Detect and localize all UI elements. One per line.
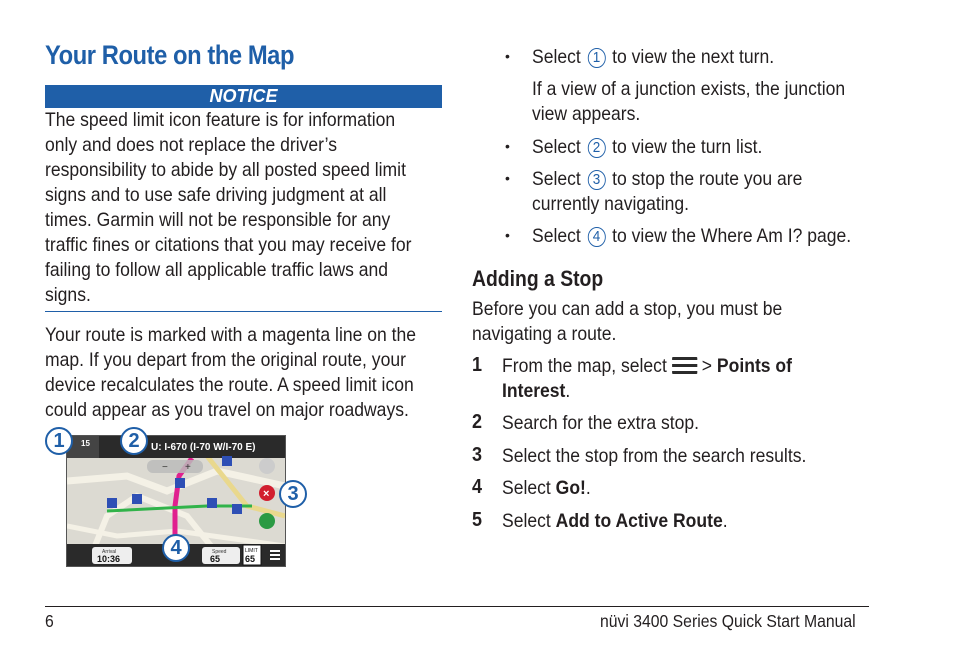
step-text-part: Select — [502, 510, 551, 532]
step-punct: . — [565, 380, 571, 402]
bullet-marker: • — [505, 138, 510, 154]
step-text — [502, 354, 880, 404]
bullet-marker: • — [505, 48, 510, 64]
bullet-text: to view the next turn. — [612, 46, 775, 68]
step-bold: Points of — [716, 355, 793, 377]
notice-line: traffic fines or citations that you may receive for — [45, 234, 412, 256]
route-description — [45, 323, 441, 423]
bullet-prefix: Select — [532, 168, 581, 190]
route-line: map. If you depart from the original route, your — [45, 349, 406, 371]
route-line: could appear as you travel on major roadways. — [45, 399, 409, 421]
callout-2: 2 — [120, 427, 148, 455]
step-bold: Add to Active Route — [555, 510, 723, 532]
speed-value: 65 — [210, 554, 221, 564]
callout-ref-4: 4 — [587, 227, 605, 247]
bullet-prefix: Select — [532, 225, 581, 247]
bullet-prefix: Select — [532, 136, 581, 158]
step-number: 3 — [472, 444, 483, 466]
arrival-time: 10:36 — [97, 554, 121, 564]
bullet-text: to stop the route you are — [612, 168, 803, 190]
intro-line: navigating a route. — [472, 323, 617, 345]
footer-manual-title: nüvi 3400 Series Quick Start Manual — [600, 611, 856, 631]
bullet-item — [532, 167, 910, 217]
route-line: Your route is marked with a magenta line on the — [45, 324, 417, 346]
callout-1: 1 — [45, 427, 73, 455]
step-bold: Go! — [555, 477, 586, 499]
callout-ref-2: 2 — [587, 138, 605, 158]
bullet-extra — [532, 77, 910, 127]
step-number: 1 — [472, 354, 483, 376]
step-text-part: Select — [502, 477, 551, 499]
callout-3: 3 — [279, 480, 307, 508]
bullet-marker: • — [505, 170, 510, 186]
step-text-part: From the map, select — [502, 355, 667, 377]
step-text — [502, 476, 880, 501]
street-name: U: I-670 (I-70 W/I-70 E) — [151, 442, 256, 453]
arrival-label: Arrival — [102, 549, 117, 555]
limit-label: LIMIT — [245, 548, 258, 554]
bullet-marker: • — [505, 227, 510, 243]
step-text — [502, 411, 880, 436]
step-number: 4 — [472, 476, 483, 498]
bullet-text: to view the turn list. — [612, 136, 763, 158]
step-number: 2 — [472, 411, 483, 433]
section-heading: Adding a Stop — [472, 266, 604, 291]
svg-text:−: − — [162, 462, 168, 473]
step-text-part: Select the stop from the search results. — [502, 445, 807, 467]
notice-line: signs. — [45, 284, 91, 306]
menu-icon — [672, 357, 697, 374]
step-punct: . — [585, 477, 591, 499]
bullet-extra-line: currently navigating. — [532, 193, 690, 215]
intro-line: Before you can add a stop, you must be — [472, 298, 783, 320]
page-number: 6 — [45, 611, 54, 631]
step-number: 5 — [472, 509, 483, 531]
notice-line: signs and to use safe driving judgment at all — [45, 184, 387, 206]
callout-ref-1: 1 — [587, 48, 605, 68]
step-text-part: Search for the extra stop. — [502, 412, 700, 434]
callout-4: 4 — [162, 534, 190, 562]
bullet-text: to view the Where Am I? page. — [612, 225, 852, 247]
route-line: device recalculates the route. A speed limit icon — [45, 374, 414, 396]
page-title: Your Route on the Map — [45, 40, 295, 70]
turn-distance: 15 — [81, 439, 90, 448]
svg-text:×: × — [263, 488, 270, 500]
bullet-item — [532, 135, 910, 160]
step-punct: . — [722, 510, 728, 532]
bullet-prefix: Select — [532, 46, 581, 68]
notice-divider — [45, 311, 442, 312]
section-intro — [472, 297, 868, 347]
notice-line: The speed limit icon feature is for information — [45, 109, 396, 131]
svg-text:+: + — [185, 462, 191, 473]
bullet-extra-line: view appears. — [532, 103, 641, 125]
notice-text — [45, 108, 441, 308]
notice-line: failing to follow all applicable traffic laws and — [45, 259, 389, 281]
step-text — [502, 509, 880, 534]
notice-banner: NOTICE — [45, 85, 442, 108]
step-separator: > — [701, 355, 713, 377]
notice-line: times. Garmin will not be responsible for any — [45, 209, 391, 231]
notice-line: only and does not replace the driver’s — [45, 134, 338, 156]
bullet-extra-line: If a view of a junction exists, the junction — [532, 78, 846, 100]
step-text — [502, 444, 880, 469]
step-bold: Interest — [502, 380, 566, 402]
notice-line: responsibility to abide by all posted speed limit — [45, 159, 406, 181]
limit-value: 65 — [245, 554, 256, 564]
callout-ref-3: 3 — [587, 170, 605, 190]
bullet-item — [532, 224, 910, 249]
bullet-item — [532, 45, 910, 70]
footer-divider — [45, 606, 869, 607]
speed-label: Speed — [212, 549, 227, 555]
